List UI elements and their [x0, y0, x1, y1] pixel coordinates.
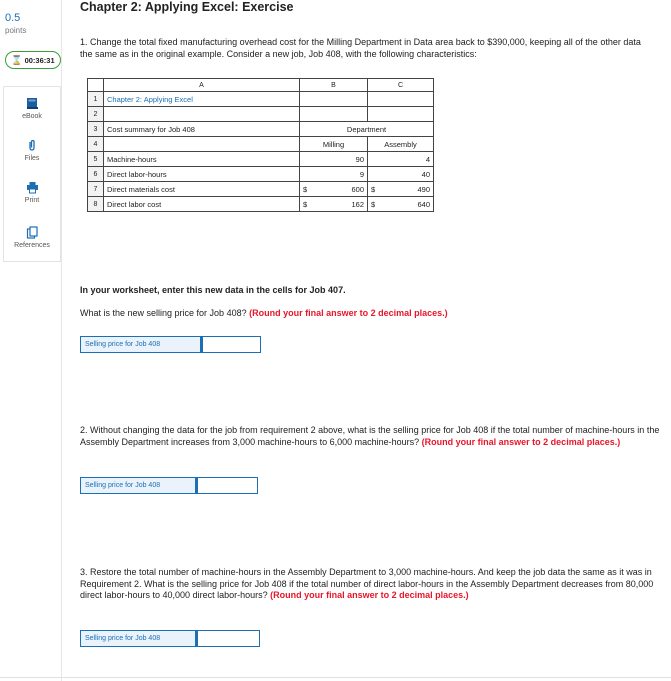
cell-amount: 640 — [417, 199, 430, 209]
ebook-button[interactable] — [4, 87, 60, 129]
cell-a2 — [104, 107, 300, 122]
table-row — [88, 137, 434, 152]
table-row — [88, 122, 434, 137]
answer-row-2 — [80, 477, 258, 494]
cell-amount: 600 — [351, 184, 364, 194]
row-number: 6 — [88, 167, 104, 182]
table-row — [88, 152, 434, 167]
cell-a3: Cost summary for Job 408 — [104, 122, 300, 137]
part1-text: 1. Change the total fixed manufacturing overhead cost for the Milling Department in Data area back to $390,000, keeping all of the other data the same as in the original example. Consider a new job, Job 408, with the following characteristics: — [80, 37, 641, 59]
cell-label: Machine-hours — [104, 152, 300, 167]
cell-value — [368, 197, 434, 212]
printer-icon — [26, 181, 39, 194]
answer-1-label: Selling price for Job 408 — [80, 336, 201, 353]
cell-milling: Milling — [300, 137, 368, 152]
answer-row-3 — [80, 630, 260, 647]
print-label: Print — [24, 196, 40, 204]
references-label: References — [14, 241, 50, 249]
references-button[interactable] — [4, 213, 60, 261]
row-number: 8 — [88, 197, 104, 212]
cell-amount: 490 — [417, 184, 430, 194]
question-2 — [80, 425, 660, 448]
print-button[interactable] — [4, 171, 60, 213]
question-1-text: What is the new selling price for Job 408? — [80, 308, 250, 318]
question-2-text: 2. Without changing the data for the job from requirement 2 above, what is the selling price for Job 408 if the total number of machine-hours in the Assembly Department increases from 3,000 machine-hours to 6,000 machine-hours? — [80, 425, 660, 447]
answer-1-input[interactable] — [201, 336, 261, 353]
paperclip-icon — [26, 139, 38, 152]
currency-symbol: $ — [303, 199, 308, 209]
table-row — [88, 92, 434, 107]
references-icon — [26, 226, 39, 239]
spreadsheet — [87, 78, 434, 212]
cell-b2 — [300, 107, 368, 122]
row-number: 3 — [88, 122, 104, 137]
cell-value — [368, 182, 434, 197]
cell-label: Direct labor cost — [104, 197, 300, 212]
ebook-icon — [26, 97, 39, 110]
ebook-label: eBook — [22, 112, 42, 120]
answer-3-input[interactable] — [196, 630, 260, 647]
page-title: Chapter 2: Applying Excel: Exercise — [80, 0, 294, 14]
column-header-row — [88, 79, 434, 92]
hourglass-icon: ⌛ — [11, 54, 23, 65]
question-1 — [80, 308, 448, 320]
row-number: 5 — [88, 152, 104, 167]
row-number: 2 — [88, 107, 104, 122]
currency-symbol: $ — [371, 184, 376, 194]
cell-value — [300, 197, 368, 212]
points-label: points — [5, 26, 27, 35]
cell-b1 — [300, 92, 368, 107]
timer-value: 00:36:31 — [24, 55, 55, 65]
cell-amount: 162 — [351, 199, 364, 209]
instruction-text: In your worksheet, enter this new data in the cells for Job 407. — [80, 285, 346, 295]
cell-department: Department — [300, 122, 434, 137]
cell-a4 — [104, 137, 300, 152]
row-number: 7 — [88, 182, 104, 197]
question-2-rounding-note: (Round your final answer to 2 decimal places.) — [421, 436, 621, 447]
bottom-divider — [0, 677, 671, 678]
row-number: 4 — [88, 137, 104, 152]
cell-a1: Chapter 2: Applying Excel — [104, 92, 300, 107]
cell-value: 4 — [368, 152, 434, 167]
table-row — [88, 197, 434, 212]
question-3-rounding-note: (Round your final answer to 2 decimal places.) — [270, 590, 469, 600]
col-header-c: C — [368, 79, 434, 92]
answer-row-1 — [80, 336, 261, 353]
cell-assembly: Assembly — [368, 137, 434, 152]
currency-symbol: $ — [303, 184, 308, 194]
cell-label: Direct labor-hours — [104, 167, 300, 182]
timer-badge — [5, 51, 61, 69]
question-1-rounding-note: (Round your final answer to 2 decimal places.) — [249, 308, 448, 318]
table-row — [88, 167, 434, 182]
points-value: 0.5 — [5, 12, 21, 24]
table-row — [88, 182, 434, 197]
left-rail — [0, 0, 62, 681]
row-number: 1 — [88, 92, 104, 107]
table-row — [88, 107, 434, 122]
cell-c1 — [368, 92, 434, 107]
cell-value: 9 — [300, 167, 368, 182]
question-3 — [80, 567, 660, 602]
currency-symbol: $ — [371, 199, 376, 209]
cell-label: Direct materials cost — [104, 182, 300, 197]
col-header-b: B — [300, 79, 368, 92]
cell-value — [300, 182, 368, 197]
cell-value: 90 — [300, 152, 368, 167]
answer-3-label: Selling price for Job 408 — [80, 630, 196, 647]
question-3-text: 3. Restore the total number of machine-hours in the Assembly Department to 3,000 machine-hours. And keep the job data the same as it was in Requirement 2. What is the selling price for Job 408 if the total number of direct labor-hours in the Assembly Department decreases from 80,000 direct labor-hours to 40,000 direct labor-hours? — [80, 567, 654, 600]
cell-value: 40 — [368, 167, 434, 182]
tools-panel — [3, 86, 61, 262]
answer-2-input[interactable] — [196, 477, 258, 494]
cell-c2 — [368, 107, 434, 122]
corner-cell — [88, 79, 104, 92]
answer-2-label: Selling price for Job 408 — [80, 477, 196, 494]
files-label: Files — [24, 154, 40, 162]
files-button[interactable] — [4, 129, 60, 171]
col-header-a: A — [104, 79, 300, 92]
